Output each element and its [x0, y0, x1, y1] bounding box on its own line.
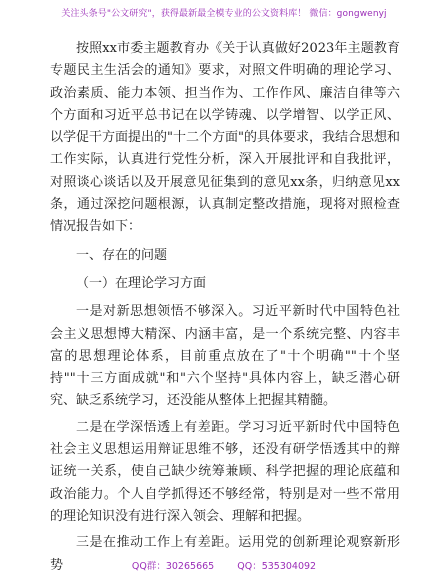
- footer-qq: QQ：535304092: [237, 561, 317, 572]
- subsection-heading: （一）在理论学习方面: [76, 275, 207, 291]
- point-one-paragraph: 一是对新思想领悟不够深入。习近平新时代中国特色社会主义思想博大精深、内涵丰富，是一个系统完整、内容丰富的思想理论体系，目前重点放在了"十个明确""十个坚持""十三方面成就"和"六个坚持"具体内容上，缺乏潜心研究、缺乏系统学习，还没能从整体上把握其精髓。: [50, 304, 400, 409]
- footer-contact: [0, 558, 448, 572]
- footer-qq-group: QQ群：30265665: [131, 561, 215, 572]
- document-body: [50, 38, 400, 581]
- section-heading: 一、存在的问题: [76, 247, 168, 263]
- header-notice: 关注头条号"公文研究"，获得最新最全模专业的公文资料库！ 微信：gongwenyj: [61, 9, 387, 19]
- point-two-paragraph: 二是在学深悟透上有差距。学习习近平新时代中国特色社会主义思想运用辩证思维不够，还没有研学悟透其中的辩证统一关系，使自己缺少统筹兼顾、科学把握的理论底蕴和政治能力。个人自学抓得还不够经常，特别是对一些不常用的理论知识没有进行深入领会、理解和把握。: [50, 419, 400, 524]
- point-three-paragraph: 三是在推动工作上有差距。运用党的创新理论观察新形势: [50, 535, 400, 573]
- intro-paragraph: 按照xx市委主题教育办《关于认真做好2023年主题教育专题民主生活会的通知》要求，对照文件明确的理论学习、政治素质、能力本领、担当作为、工作作风、廉洁自律等六个方面和习近平总书记在以学铸魂、以学增智、以学正风、以学促干方面提出的"十二个方面"的具体要求，我结合思想和工作实际，认真进行党性分析，深入开展批评和自我批评，对照谈心谈话以及开展意见征集到的意见xx条，归纳意见xx条，通过深挖问题根源，认真制定整改措施，现将对照检查情况报告如下：: [50, 41, 400, 235]
